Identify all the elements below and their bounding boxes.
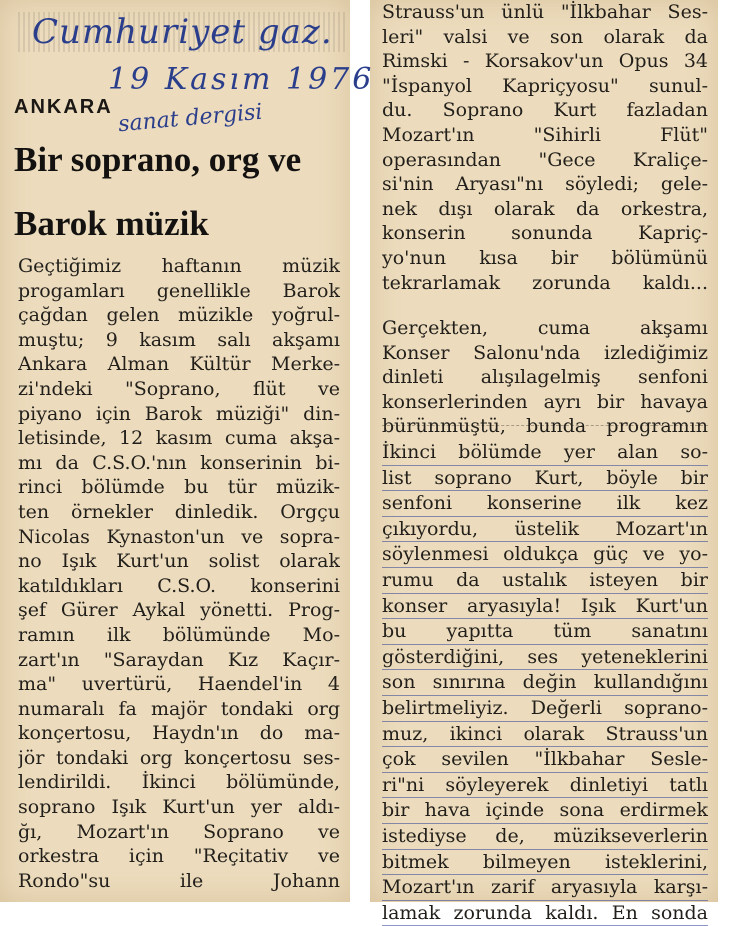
text-line: Gerçekten, cuma akşamı xyxy=(382,317,708,339)
text-line: muz, ikinci olarak Strauss'un xyxy=(382,722,708,748)
text-line: Strauss'un ünlü "İlkbahar Ses- xyxy=(382,1,708,23)
left-column-text xyxy=(18,254,340,893)
text-line: Geçtiğimiz haftanın müzik xyxy=(18,255,340,277)
text-line: konser aryasıyla! Işık Kurt'un xyxy=(382,594,708,620)
right-column-text-middle xyxy=(382,316,708,439)
article-dateline: ANKARA xyxy=(14,96,113,118)
text-line: bürünmüştü, bunda programın xyxy=(382,415,708,438)
text-line: tekrarlamak zorunda kaldı... xyxy=(382,271,708,294)
text-line: ma" uvertürü, Haendel'in 4 xyxy=(18,673,340,696)
text-line: Konser Salonu'nda izlediğimiz xyxy=(382,341,708,364)
text-line: Ankara Alman Kültür Merke- xyxy=(18,353,340,376)
text-line: numaralı fa majör tondaki org xyxy=(18,697,340,720)
text-line: zart'ın "Saraydan Kız Kaçır- xyxy=(18,648,340,671)
text-line: bu yapıtta tüm sanatını xyxy=(382,619,708,645)
right-column-text-top xyxy=(382,0,708,295)
text-line: ğı, Mozart'ın Soprano ve xyxy=(18,820,340,843)
text-line: muştu; 9 kasım salı akşamı xyxy=(18,328,340,351)
text-line: konserin sonunda Kapriç- xyxy=(382,222,708,245)
text-line: mı da C.S.O.'nın konserinin bi- xyxy=(18,451,340,474)
text-line: konserlerinden ayrı bir havaya xyxy=(382,390,708,413)
text-line: İkinci bölümde yer alan so- xyxy=(382,440,708,466)
text-line: yo'nun kısa bir bölümünü xyxy=(382,246,708,269)
text-line: çağdan gelen müzikle yoğrul- xyxy=(18,304,340,327)
text-line: piyano için Barok müziği" din- xyxy=(18,402,340,425)
article-headline: Bir soprano, org ve Barok müzik xyxy=(14,140,302,243)
text-line: nek dışı olarak da orkestra, xyxy=(382,197,708,220)
text-line: lendirildi. İkinci bölümünde, xyxy=(18,771,340,794)
text-line: rumu da ustalık isteyen bir xyxy=(382,568,708,594)
handwritten-date: 19 Kasım 1976 xyxy=(108,62,375,97)
text-line: soprano Işık Kurt'un yer aldı- xyxy=(18,796,340,819)
text-line: ramın ilk bölümünde Mo- xyxy=(18,623,340,646)
text-line: list soprano Kurt, böyle bir xyxy=(382,466,708,492)
text-line: "İspanyol Kapriçyosu" sunul- xyxy=(382,74,708,97)
text-line: gösterdiğini, ses yeteneklerini xyxy=(382,645,708,671)
text-line: çok sevilen "İlkbahar Sesle- xyxy=(382,747,708,773)
text-line: dinleti alışılagelmiş senfoni xyxy=(382,366,708,389)
text-line: ten örnekler dinledik. Orgçu xyxy=(18,500,340,523)
text-line: Mozart'ın zarif aryasıyla karşı- xyxy=(382,875,708,901)
text-line: no Işık Kurt'un solist olarak xyxy=(18,550,340,573)
text-line: senfoni konserine ilk kez xyxy=(382,491,708,517)
text-line: jör tondaki org konçertosu ses- xyxy=(18,746,340,769)
clipping-gap xyxy=(350,0,370,902)
fold-line xyxy=(382,425,708,432)
text-line: orkestra için "Reçitativ ve xyxy=(18,845,340,868)
text-line: katıldıkları C.S.O. konserini xyxy=(18,574,340,597)
text-line: son sınırına değin kullandığını xyxy=(382,670,708,696)
text-line: zi'ndeki "Soprano, flüt ve xyxy=(18,377,340,400)
text-line: leri" valsi ve son olarak da xyxy=(382,25,708,48)
handwritten-masthead: Cumhuriyet gaz. xyxy=(18,12,346,52)
text-line: Mozart'ın "Sihirli Flüt" xyxy=(382,123,708,146)
text-line: letisinde, 12 kasım cuma akşa- xyxy=(18,427,340,450)
text-line: istediyse de, müzikseverlerin xyxy=(382,824,708,850)
text-line: operasından "Gece Kraliçe- xyxy=(382,148,708,171)
text-line: bitmek bilmeyen isteklerini, xyxy=(382,850,708,876)
text-line: rinci bölümde bu tür müzik- xyxy=(18,476,340,499)
handwritten-source: sanat dergisi xyxy=(117,99,264,138)
text-line: söylenmesi oldukça güç ve yo- xyxy=(382,542,708,568)
text-line: bir hava içinde sona erdirmek xyxy=(382,798,708,824)
text-line: belirtmeliyiz. Değerli soprano- xyxy=(382,696,708,722)
text-line: Rondo"su ile Johann xyxy=(18,869,340,892)
text-line: şef Gürer Aykal yönetti. Prog- xyxy=(18,599,340,622)
text-line: du. Soprano Kurt fazladan xyxy=(382,99,708,122)
text-line: si'nin Aryası"nı söyledi; gele- xyxy=(382,173,708,196)
right-column-text-bottom xyxy=(382,440,708,926)
text-line: ri"ni söyleyerek dinletiyi tatlı xyxy=(382,773,708,799)
text-line: progamları genellikle Barok xyxy=(18,279,340,302)
text-line: Nicolas Kynaston'un ve sopra- xyxy=(18,525,340,548)
text-line: lamak zorunda kaldı. En sonda xyxy=(382,901,708,926)
text-line: Rimski - Korsakov'un Opus 34 xyxy=(382,50,708,73)
text-line: konçertosu, Haydn'ın do ma- xyxy=(18,722,340,745)
text-line: çıkıyordu, üstelik Mozart'ın xyxy=(382,517,708,543)
